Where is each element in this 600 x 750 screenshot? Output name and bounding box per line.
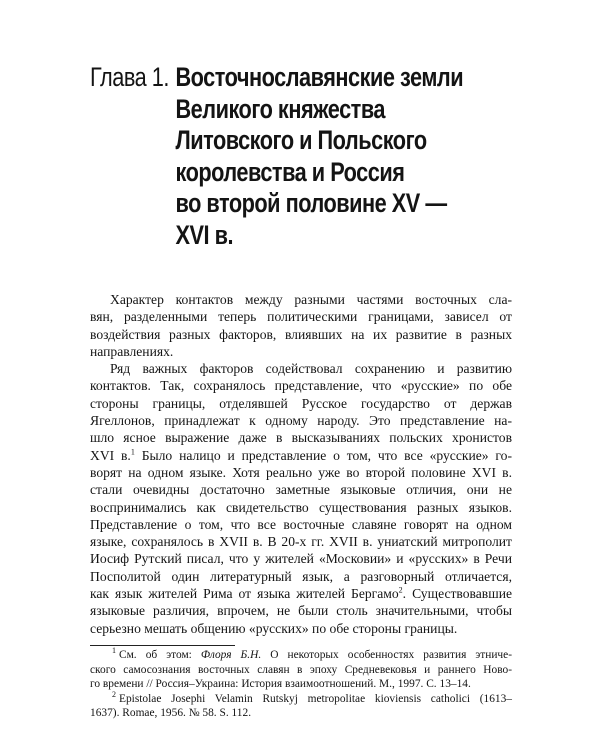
body-line [90,429,512,446]
body-line [90,550,512,567]
footnote-reference: 2 [398,585,403,595]
chapter-title-line: XVI в. [175,219,234,250]
footnote-text: Epistolae Josephi Velamin Rutskyj metropolitae kioviensis catholici (1613– [119,692,512,705]
body-line-text: Ряд важных факторов содействовал сохранению и развитию [110,361,512,377]
footnote-line [90,677,512,692]
chapter-label: Глава 1. [90,62,169,92]
body-line-text: Ягеллонов, принадлежат к одному народу. Это представление на- [90,413,512,429]
body-line [90,395,512,412]
body-line [90,481,512,498]
body-line [90,585,512,602]
body-line-text: стороны границы, отделявшей Русское государство от держав [90,395,512,411]
body-line-text: серьезно мешать общению «русских» по обе стороны границы. [90,620,458,636]
body-line [90,568,512,585]
chapter-title-line: Великого княжества [175,93,385,124]
body-line-text: ворят на одном языке. Хотя реально уже во второй половине XVI в. [90,464,512,480]
body-line-text: языковые различия, впрочем, не были столь значительными, чтобы [90,603,512,619]
body-line-text: XVI в. [90,447,131,463]
body-line-text: контактов. Так, сохранялось представление, что «русские» по обе [90,378,512,394]
body-line [90,377,512,394]
body-line-text: . Существовавшие [402,586,513,602]
body-line-text: воспринимались как свидетельство существования разных языков. [90,499,512,515]
body-line [90,360,512,377]
body-line [90,412,512,429]
footnote-reference: 1 [130,447,135,457]
chapter-title [175,62,463,251]
body-line [90,291,512,308]
body-line [90,308,512,325]
footnote-line [90,663,512,678]
footnote-line [90,648,512,663]
body-line-text: языке, сохранялось в XVII в. В 20-х гг. XVII в. униатский митрополит [90,534,512,550]
footnote-number: 1 [112,646,116,656]
body-line-text: как язык жителей Рима от языка жителей Бергамо [90,586,399,602]
body-line [90,326,512,343]
body-line-text: Посполитой один литературный язык, а разговорный отличается, [90,568,512,584]
footnote-text: О некоторых особенностях развития этниче- [261,649,512,661]
body-line-text: Иосиф Рутский писал, что у жителей «Московии» и «русских» в Речи [90,551,512,567]
body-line [90,447,512,464]
chapter-title-line: Восточнославянские земли [175,62,464,92]
chapter-title-line: королевства и Россия [175,156,405,187]
body-line-text: Было налицо и представление о том, что все «русские» го- [134,447,512,463]
footnote-text: го времени // Россия–Украина: История взаимоотношений. М., 1997. С. 13–14. [90,678,471,691]
body-line-text: Характер контактов между разными частями восточных сла- [110,292,512,307]
body-line-text: направлениях. [90,343,174,359]
body-line [90,602,512,619]
body-line-text: Представление о том, что все восточные славяне говорят на одном [90,516,512,532]
body-line-text: вян, разделенными теперь политическими границами, зависел от [90,309,512,325]
body-line [90,464,512,481]
body-line-text: стали очевидны достаточно заметные языковые отличия, они не [90,482,512,498]
body-line-text: шло ясное выражение даже в высказываниях польских хронистов [90,430,512,446]
footnote-line [90,706,512,721]
chapter-title-line: во второй половине XV — [175,188,447,218]
body-text [90,291,512,637]
body-line [90,343,512,360]
body-line [90,516,512,533]
footnote-text: См. об этом: [119,649,201,661]
footnote-author: Флоря Б.Н. [200,649,262,661]
footnote-line [90,689,512,707]
footnotes [90,648,512,721]
footnote-text: 1637). Romae, 1956. № 58. S. 112. [90,707,252,720]
footnote-text: ского самосознания восточных славян в эпоху Средневековья и раннего Ново- [90,663,512,676]
body-line [90,499,512,516]
body-line-text: воздействия разных факторов, влиявших на их развитие в разных [90,326,512,342]
body-line [90,533,512,550]
chapter-title-line: Литовского и Польского [175,125,427,155]
body-line [90,620,512,637]
chapter-heading [90,62,475,251]
footnote-number: 2 [112,689,116,699]
